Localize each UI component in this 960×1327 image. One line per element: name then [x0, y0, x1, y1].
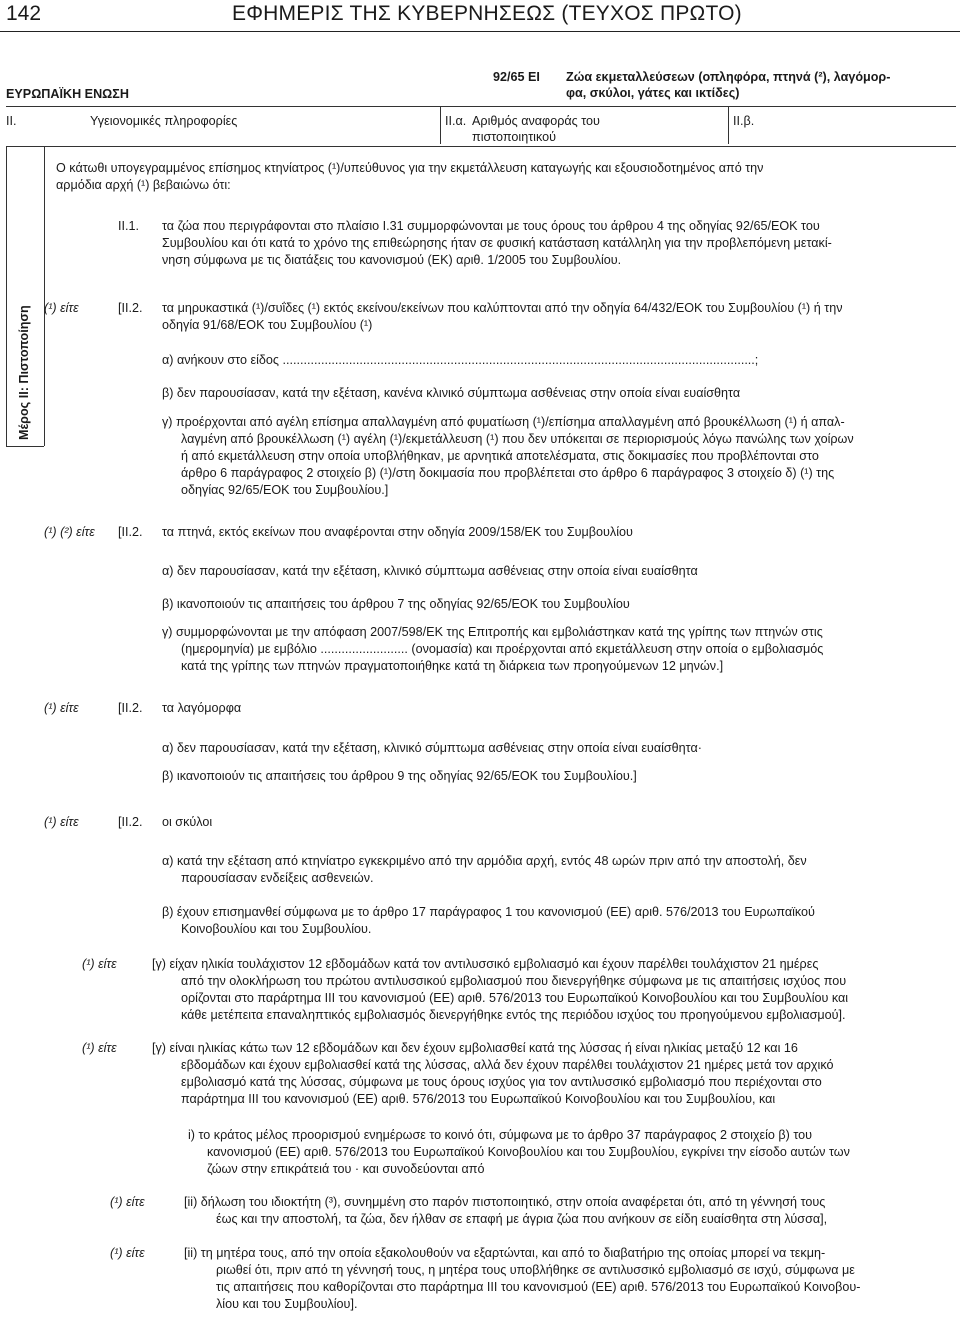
s2d-item-a-line1: α) κατά την εξέταση από κτηνίατρο εγκεκριμένο από την αρμόδια αρχή, εντός 48 ωρών πριν από την αποστολή, δεν: [162, 854, 807, 868]
box-top-rule: [6, 146, 956, 147]
s2d-item-a-line2: παρουσίασαν ενδείξεις ασθενειών.: [181, 871, 374, 885]
s2b-number: [II.2.: [118, 525, 143, 539]
s2d-c1-line1: [γ) είχαν ηλικία τουλάχιστον 12 εβδομάδων κατά τον αντιλυσσικό εμβολιασμό και έχουν παρέλθει τουλάχιστον 21 ημέρες: [152, 957, 819, 971]
ref-label-number: II.α.: [445, 114, 467, 128]
intro-line2: αρμόδια αρχή (¹) βεβαιώνω ότι:: [56, 178, 231, 192]
s2c-item-b: β) ικανοποιούν τις απαιτήσεις του άρθρου 9 της οδηγίας 92/65/ΕΟΚ του Συμβουλίου.]: [162, 769, 637, 783]
s2d-line1: οι σκύλοι: [162, 815, 213, 829]
ref-box-left-border: [440, 106, 441, 144]
section-number: II.: [6, 114, 17, 128]
s2a-line2: οδηγία 91/68/ΕΟΚ του Συμβουλίου (¹): [162, 318, 373, 332]
s2d-c1-line2: από την ολοκλήρωση του πρώτου αντιλυσσικού εμβολιασμού που διενεργήθηκε σύμφωνα με τις απαιτήσεις ισχύος που: [181, 974, 847, 988]
s2a-either: (¹) είτε: [44, 301, 79, 315]
s2b-item-b: β) ικανοποιούν τις απαιτήσεις του άρθρου 7 της οδηγίας 92/65/ΕΟΚ του Συμβουλίου: [162, 597, 630, 611]
section-title: Υγειονομικές πληροφορίες: [90, 114, 238, 128]
s2a-item-c-line1: γ) προέρχονται από αγέλη επίσημα απαλλαγμένη από φυματίωση (¹)/επίσημα απαλλαγμένη από βρουκέλλωση (¹) ή απαλ-: [162, 415, 845, 429]
header-rule: [6, 106, 956, 107]
page-number: 142: [6, 2, 42, 25]
s2b-item-a: α) δεν παρουσίασαν, κατά την εξέταση, κλινικό σύμπτωμα ασθένειας στην οποία είναι ευαίσθητα: [162, 564, 698, 578]
s2d-c2-line2: εβδομάδων και έχουν εμβολιασθεί κατά της λύσσας, αλλά δεν έχουν παρέλθει τουλάχιστον 21 ημέρες μετά τον αρχικό: [181, 1058, 834, 1072]
intro-line1: Ο κάτωθι υπογεγραμμένος επίσημος κτηνίατρος (¹)/υπεύθυνος για την εκμετάλλευση καταγωγής και εξουσιοδοτημένος από την: [56, 161, 764, 175]
s2d-item-b-line2: Κοινοβουλίου και του Συμβουλίου.: [181, 922, 372, 936]
s2c-line1: τα λαγόμορφα: [162, 701, 242, 715]
s2d-ii1-either: (¹) είτε: [110, 1195, 145, 1209]
journal-title: ΕΦΗΜΕΡΙΣ ΤΗΣ ΚΥΒΕΡΝΗΣΕΩΣ (ΤΕΥΧΟΣ ΠΡΩΤΟ): [232, 2, 742, 25]
s2a-line1: τα μηρυκαστικά (¹)/συΐδες (¹) εκτός εκείνου/εκείνων που καλύπτονται από την οδηγία 64/432/ΕΟΚ του Συμβουλίου (¹) ή την: [162, 301, 843, 315]
header-divider: [0, 31, 960, 32]
s1-line2: Συμβουλίου και ότι κατά το χρόνο της επιθεώρησης ήταν σε φυσική κατάσταση κατάλληλη για την προβλεπόμενη μετακί-: [162, 236, 832, 250]
sidebar-part-label: Μέρος II: Πιστοποίηση: [17, 305, 31, 440]
s2d-c2-line3: εμβολιασμό κατά της λύσσας, σύμφωνα με τους όρους ισχύος για τον αντιλυσσικό εμβολιασμό που περιέχονται στο: [181, 1075, 822, 1089]
s2b-item-c-line3: κατά της γρίπης των πτηνών πραγματοποιήθηκε κατά τη διάρκεια των προηγούμενων 12 μηνών.]: [181, 659, 724, 673]
sidebar-bottom-border: [6, 446, 44, 447]
s2d-c2-line1: [γ) είναι ηλικίας κάτω των 12 εβδομάδων και δεν έχουν εμβολιασθεί κατά της λύσσας ή είναι ηλικίας μεταξύ 12 και 16: [152, 1041, 798, 1055]
ref-beta-label: II.β.: [733, 114, 755, 128]
ref-label-line2: πιστοποιητικού: [472, 130, 557, 144]
certificate-title-line1: Ζώα εκμεταλλεύσεων (οπληφόρα, πτηνά (²), λαγόμορ-: [566, 70, 891, 84]
s2a-item-c-line3: ή από εκμετάλλευση στην οποία υποβλήθηκαν, με αρνητικά αποτελέσματα, στις δοκιμασίες που προβλέπονται στο: [181, 449, 819, 463]
s2b-item-c-line2: (ημερομηνία) με εμβόλιο ......................... (ονομασία) και προέρχονται από εκμετάλλευση στην οποία ο εμβολιασμός: [181, 642, 824, 656]
s2c-item-a: α) δεν παρουσίασαν, κατά την εξέταση, κλινικό σύμπτωμα ασθένειας στην οποία είναι ευαίσθητα·: [162, 741, 702, 755]
s2a-number: [II.2.: [118, 301, 143, 315]
s1-line1: τα ζώα που περιγράφονται στο πλαίσιο I.31 συμμορφώνονται με τους όρους του άρθρου 4 της οδηγίας 92/65/ΕΟΚ του: [162, 219, 820, 233]
directive-code: 92/65 ΕΙ: [493, 70, 540, 84]
union-label: ΕΥΡΩΠΑΪΚΗ ΕΝΩΣΗ: [6, 87, 129, 101]
s2d-c2-either: (¹) είτε: [82, 1041, 117, 1055]
s2d-number: [II.2.: [118, 815, 143, 829]
s2b-item-c-line1: γ) συμμορφώνονται με την απόφαση 2007/598/ΕΚ της Επιτροπής και εμβολιάστηκαν κατά της γρίπης των πτηνών στις: [162, 625, 823, 639]
s2d-ii2-line3: τις απαιτήσεις που καθορίζονται στο παράρτημα III του κανονισμού (ΕΕ) αριθ. 576/2013 του Ευρωπαϊκού Κοινοβου-: [216, 1280, 861, 1294]
s2a-item-c-line5: οδηγίας 92/65/ΕΟΚ του Συμβουλίου.]: [181, 483, 389, 497]
ref-beta-left-border: [728, 106, 729, 144]
s2d-i-line2: κανονισμού (ΕΕ) αριθ. 576/2013 του Ευρωπαϊκού Κοινοβουλίου και του Συμβουλίου, εγκρίνει την είσοδο αυτών των: [207, 1145, 850, 1159]
s2d-c2-line4: παράρτημα III του κανονισμού (ΕΕ) αριθ. 576/2013 του Ευρωπαϊκού Κοινοβουλίου και του Συμβουλίου, και: [181, 1092, 776, 1106]
s2d-i-line1: i) το κράτος μέλος προορισμού ενημέρωσε το κοινό ότι, σύμφωνα με το άρθρο 37 παράγραφος 2 στοιχείο β) του: [188, 1128, 813, 1142]
s2d-ii2-line4: λίου και του Συμβουλίου].: [216, 1297, 358, 1311]
sidebar-left-border: [6, 146, 7, 446]
s1-line3: νηση σύμφωνα με τις διατάξεις του κανονισμού (ΕΚ) αριθ. 1/2005 του Συμβουλίου.: [162, 253, 622, 267]
s2c-number: [II.2.: [118, 701, 143, 715]
s2d-either: (¹) είτε: [44, 815, 79, 829]
s2a-item-c-line2: λαγμένη από βρουκέλλωση (¹) αγέλη (¹)/εκμετάλλευση (¹) που δεν υπόκειται σε περιορισμούς λόγω πανώλης των χοίρων: [181, 432, 854, 446]
s2a-item-a: α) ανήκουν στο είδος .......................................................................................................................................;: [162, 353, 759, 367]
s2d-ii1-line2: έως και την αποστολή, τα ζώα, δεν ήλθαν σε επαφή με άγρια ζώα που ανήκουν σε είδη ευαίσθητα στη λύσσα],: [216, 1212, 828, 1226]
s2d-ii2-either: (¹) είτε: [110, 1246, 145, 1260]
s2d-ii2-line2: ριωθεί ότι, πριν από τη γέννησή τους, η μητέρα τους υποβλήθηκε σε αντιλυσσικό εμβολιασμό σε ισχύ, σύμφωνα με: [216, 1263, 855, 1277]
s2d-ii1-line1: [ii) δήλωση του ιδιοκτήτη (³), συνημμένη στο παρόν πιστοποιητικό, στην οποία αναφέρεται ότι, από τη γέννησή τους: [184, 1195, 826, 1209]
s2d-i-line3: ζώων στην επικράτειά του · και συνοδεύονται από: [207, 1162, 485, 1176]
s1-number: II.1.: [118, 219, 139, 233]
s2c-either: (¹) είτε: [44, 701, 79, 715]
s2a-item-b: β) δεν παρουσίασαν, κατά την εξέταση, κανένα κλινικό σύμπτωμα ασθένειας στην οποία είναι ευαίσθητα: [162, 386, 741, 400]
s2b-line1: τα πτηνά, εκτός εκείνων που αναφέρονται στην οδηγία 2009/158/ΕΚ του Συμβουλίου: [162, 525, 633, 539]
s2d-c1-either: (¹) είτε: [82, 957, 117, 971]
ref-label-line1: Αριθμός αναφοράς του: [472, 114, 600, 128]
certificate-title-line2: φα, σκύλοι, γάτες και ικτίδες): [566, 86, 740, 100]
s2d-c1-line3: ορίζονται στο παράρτημα III του κανονισμού (ΕΕ) αριθ. 576/2013 του Ευρωπαϊκού Κοινοβουλίου και του Συμβουλίου και: [181, 991, 849, 1005]
s2d-ii2-line1: [ii) τη μητέρα τους, από την οποία εξακολουθούν να εξαρτώνται, και από το διαβατήριο της οποίας μπορεί να τεκμη-: [184, 1246, 826, 1260]
s2d-c1-line4: κάθε μετέπειτα επαναληπτικός εμβολιασμός διενεργήθηκε εντός της περιόδου ισχύος του προηγούμενου εμβολιασμού].: [181, 1008, 846, 1022]
s2d-item-b-line1: β) έχουν επισημανθεί σύμφωνα με το άρθρο 17 παράγραφος 1 του κανονισμού (ΕΕ) αριθ. 576/2013 του Ευρωπαϊκού: [162, 905, 815, 919]
s2a-item-c-line4: άρθρο 6 παράγραφος 2 στοιχείο β) (¹)/στη δοκιμασία που προβλέπεται στο άρθρο 6 παράγραφος 3 στοιχείο δ) (¹) της: [181, 466, 835, 480]
sidebar-right-border: [44, 146, 45, 446]
s2b-either: (¹) (²) είτε: [44, 525, 95, 539]
